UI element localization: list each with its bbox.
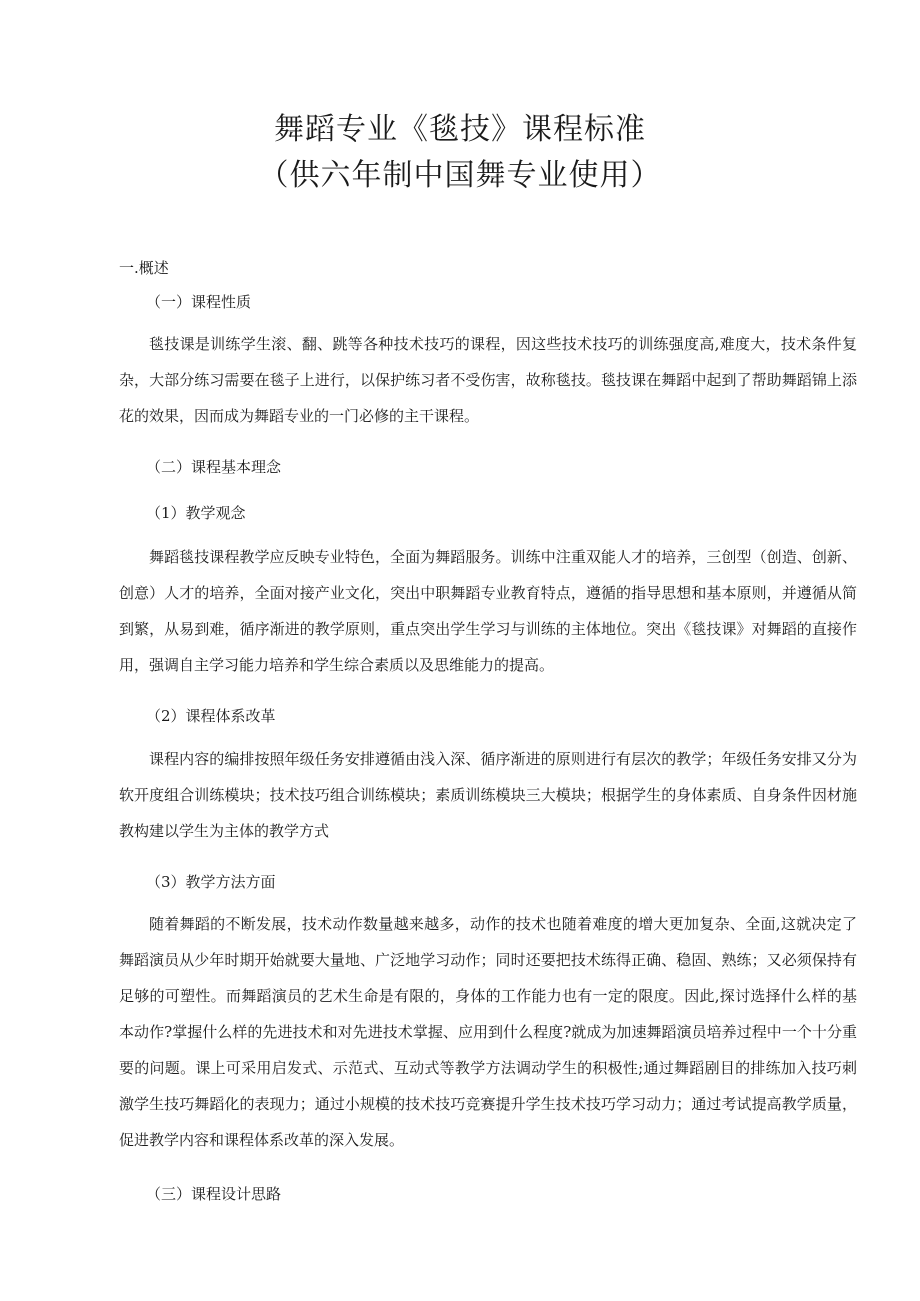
- item-heading-system-reform: （2）课程体系改革: [146, 707, 276, 725]
- paragraph-system-reform: 课程内容的编排按照年级任务安排遵循由浅入深、循序渐进的原则进行有层次的教学；年级任务安排又分为软开度组合训练模块；技术技巧组合训练模块；素质训练模块三大模块；根据学生的身体素质、自身条件因材施教构建以学生为主体的教学方式: [119, 750, 857, 840]
- document-title: 舞蹈专业《毯技》课程标准: [274, 112, 646, 147]
- paragraph-methods: 随着舞蹈的不断发展，技术动作数量越来越多，动作的技术也随着难度的增大更加复杂、全面,这就决定了舞蹈演员从少年时期开始就要大量地、广泛地学习动作；同时还要把技术练得正确、稳固、熟练；又必须保持有足够的可塑性。而舞蹈演员的艺术生命是有限的，身体的工作能力也有一定的限度。因此,探讨选择什么样的基本动作?掌握什么样的先进技术和对先进技术掌握、应用到什么程度?就成为加速舞蹈演员培养过程中一个十分重要的问题。课上可采用启发式、示范式、互动式等教学方法调动学生的积极性;通过舞蹈剧目的排练加入技巧刺激学生技巧舞蹈化的表现力；通过小规模的技术技巧竞赛提升学生技术技巧学习动力；通过考试提高教学质量，促进教学内容和课程体系改革的深入发展。: [119, 915, 857, 1149]
- paragraph-nature: 毯技课是训练学生滚、翻、跳等各种技术技巧的课程，因这些技术技巧的训练强度高,难度大，技术条件复杂，大部分练习需要在毯子上进行，以保护练习者不受伤害，故称毯技。毯技课在舞蹈中起到了帮助舞蹈锦上添花的效果，因而成为舞蹈专业的一门必修的主干课程。: [119, 335, 857, 425]
- item-heading-teaching-view: （1）教学观念: [146, 504, 246, 522]
- subsection-heading-nature: （一）课程性质: [146, 293, 252, 311]
- subsection-heading-design: （三）课程设计思路: [146, 1185, 282, 1203]
- subsection-heading-concept: （二）课程基本理念: [146, 458, 282, 476]
- section-heading-overview: 一.概述: [119, 259, 169, 277]
- document-subtitle: （供六年制中国舞专业使用）: [258, 158, 662, 193]
- paragraph-teaching-view: 舞蹈毯技课程教学应反映专业特色，全面为舞蹈服务。训练中注重双能人才的培养，三创型（创造、创新、创意）人才的培养，全面对接产业文化，突出中职舞蹈专业教育特点，遵循的指导思想和基本原则，并遵循从简到繁，从易到难，循序渐进的教学原则，重点突出学生学习与训练的主体地位。突出《毯技课》对舞蹈的直接作用，强调自主学习能力培养和学生综合素质以及思维能力的提高。: [119, 548, 857, 674]
- item-heading-methods: （3）教学方法方面: [146, 873, 276, 891]
